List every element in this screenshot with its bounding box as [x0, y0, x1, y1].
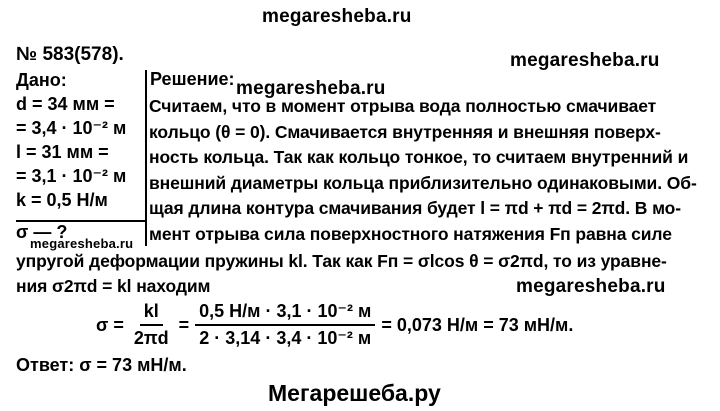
formula-equals: = [178, 314, 190, 335]
given-line: l = 31 мм = [16, 142, 109, 162]
watermark-right-lower: megaresheba.ru [516, 276, 666, 297]
formula [96, 301, 573, 349]
solution-line: ность кольца. Так как кольцо тонкое, то считаем внутренний и [149, 147, 689, 167]
solution-line: внешний диаметры кольца приблизительно одинаковыми. Об- [149, 172, 697, 193]
problem-number: № 583(578). [16, 44, 124, 65]
solution-text [149, 94, 697, 247]
given-label: Дано: [16, 70, 67, 90]
find-label: σ — ? [16, 222, 68, 242]
fraction-numerator: kl [140, 301, 163, 326]
solution-line: щая длина контура смачивания будет l = πd + πd = 2πd. В мо- [149, 198, 682, 218]
formula-lhs: σ = [96, 314, 124, 335]
fraction-numeric [195, 301, 375, 349]
given-block [16, 68, 126, 212]
watermark-solution-header: megaresheba.ru [236, 78, 386, 99]
given-line: = 3,1 · 10⁻² м [16, 166, 127, 186]
solution-line-8: ния σ2πd = kl находим [16, 276, 211, 296]
watermark-left-small: megaresheba.ru [30, 236, 134, 251]
fraction-symbolic [130, 301, 173, 349]
solution-line: Считаем, что в момент отрыва вода полностью смачивает [149, 96, 657, 116]
footer-watermark: Мегарешеба.ру [268, 380, 441, 406]
watermark-right-upper: megaresheba.ru [510, 50, 660, 71]
answer: Ответ: σ = 73 мН/м. [16, 355, 187, 375]
solution-label: Решение: [150, 69, 235, 89]
given-line: k = 0,5 Н/м [16, 190, 108, 210]
fraction-denominator: 2 · 3,14 · 3,4 · 10⁻² м [199, 328, 372, 348]
given-line: d = 34 мм = [16, 94, 115, 114]
fraction-denominator: 2πd [133, 328, 169, 348]
solution-line-7: упругой деформации пружины kl. Так как Fп = σlcos θ = σ2πd, то из уравне- [16, 251, 667, 271]
solution-line: кольцо (θ = 0). Смачивается внутренняя и внешняя поверх- [149, 121, 661, 142]
given-line: = 3,4 · 10⁻² м [16, 118, 127, 138]
watermark-top: megaresheba.ru [262, 6, 412, 27]
formula-result: = 0,073 Н/м = 73 мН/м. [381, 314, 574, 335]
fraction-numerator: 0,5 Н/м · 3,1 · 10⁻² м [195, 301, 375, 326]
solution-line: мент отрыва сила поверхностного натяжения Fп равна силе [149, 223, 672, 244]
